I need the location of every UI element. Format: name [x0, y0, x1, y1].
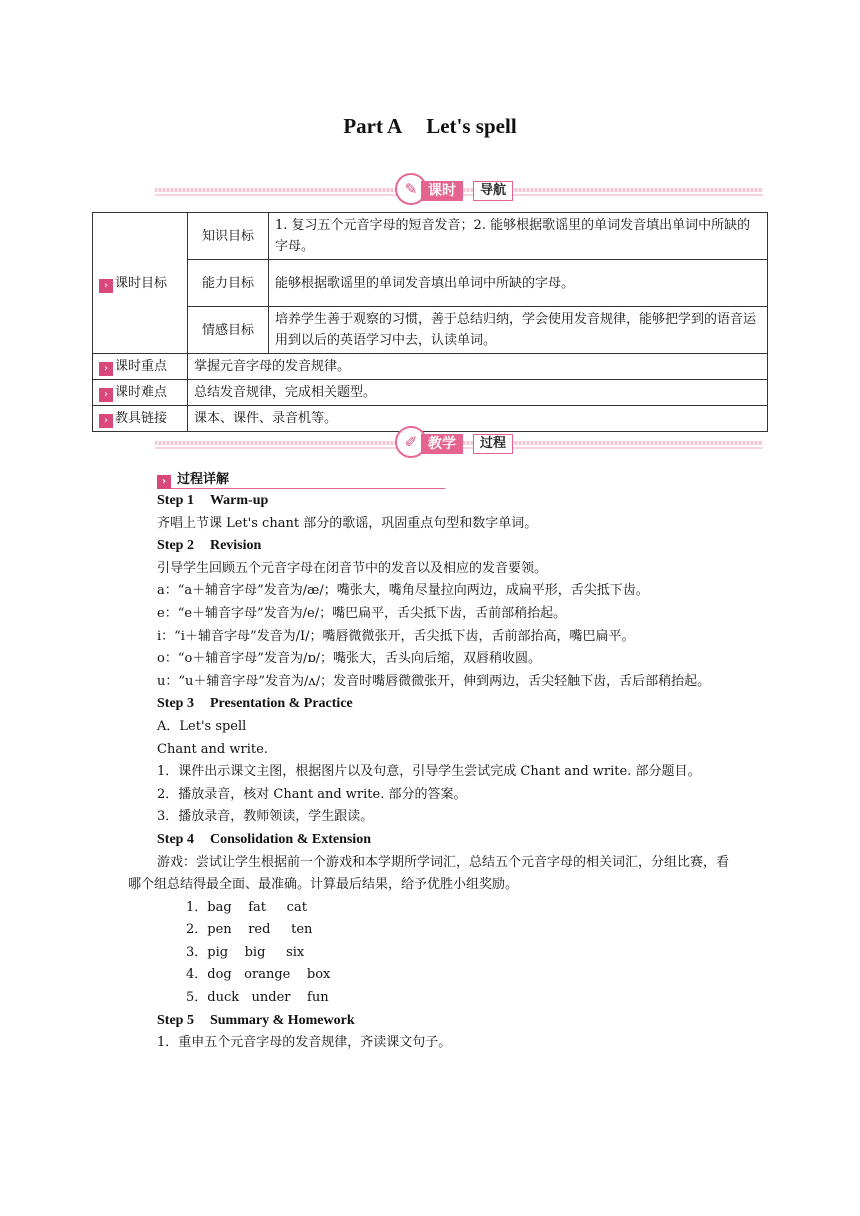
step-heading: Step 4 Consolidation & Extension [157, 831, 371, 847]
word-list: 4．dog orange box [186, 967, 331, 983]
step-heading: Step 1 Warm-up [157, 493, 269, 508]
banner-pink-label: 教学 [421, 434, 463, 454]
list-item: 1．课件出示课文主图，根据图片以及句意，引导学生尝试完成 Chant and write. 部分题目。 [157, 764, 701, 780]
arrow-icon: › [99, 279, 113, 293]
step-heading: Step 3 Presentation & Practice [157, 696, 353, 712]
tools-category-cell [93, 406, 188, 432]
table-row [93, 307, 768, 354]
category-label: 课时重点 [115, 359, 168, 374]
category-label: 课时难点 [115, 385, 168, 400]
vowel-rule: i：“i＋辅音字母”发音为/I/；嘴唇微微张开，舌尖抵下齿，舌前部抬高，嘴巴扁平。 [157, 628, 635, 644]
title-name: Let's spell [426, 114, 517, 138]
paragraph: A．Let's spell [157, 718, 247, 734]
process-banner [155, 432, 763, 458]
arrow-icon: › [157, 475, 171, 489]
process-body [128, 490, 740, 1055]
table-row [93, 260, 768, 307]
table-row [93, 213, 768, 260]
goal-text: 培养学生善于观察的习惯，善于总结归纳，学会使用发音规律，能够把学到的语音运用到以后的英语学习中去，认读单词。 [269, 307, 768, 354]
list-item: 1．重申五个元音字母的发音规律，齐读课文句子。 [157, 1035, 452, 1051]
table-row [93, 380, 768, 406]
key-text: 掌握元音字母的发音规律。 [188, 354, 768, 380]
page-title [0, 114, 860, 139]
title-part: Part A [343, 114, 403, 138]
arrow-icon: › [99, 388, 113, 402]
vowel-rule: o：“o＋辅音字母”发音为/ɒ/；嘴张大，舌头向后缩，双唇稍收圆。 [157, 651, 542, 667]
difficulty-category-cell [93, 380, 188, 406]
arrow-icon: › [99, 414, 113, 428]
category-label: 课时目标 [115, 275, 168, 291]
paragraph: 引导学生回顾五个元音字母在闭音节中的发音以及相应的发音要领。 [157, 560, 548, 576]
step-heading: Step 5 Summary & Homework [157, 1012, 355, 1028]
paragraph: Chant and write. [157, 741, 268, 757]
word-list: 1．bag fat cat [186, 899, 307, 915]
goals-category-cell [93, 213, 188, 354]
banner-white-label: 过程 [473, 434, 513, 454]
key-category-cell [93, 354, 188, 380]
arrow-icon: › [99, 362, 113, 376]
vowel-rule: e：“e＋辅音字母”发音为/e/；嘴巴扁平，舌尖抵下齿，舌前部稍抬起。 [157, 605, 567, 621]
list-item: 3．播放录音，教师领读，学生跟读。 [157, 809, 374, 825]
word-list: 5．duck under fun [186, 990, 329, 1006]
list-item: 2．播放录音，核对 Chant and write. 部分的答案。 [157, 786, 467, 802]
pencil-icon: ✐ [395, 426, 427, 458]
sub-label: 知识目标 [188, 213, 269, 260]
difficulty-text: 总结发音规律，完成相关题型。 [188, 380, 768, 406]
section-heading [157, 468, 445, 489]
step-heading: Step 2 Revision [157, 538, 262, 554]
table-row [93, 406, 768, 432]
sub-label: 情感目标 [188, 307, 269, 354]
vowel-rule: a：“a＋辅音字母”发音为/æ/；嘴张大，嘴角尽量拉向两边，成扁平形，舌尖抵下齿。 [157, 583, 649, 599]
paragraph: 齐唱上节课 Let's chant 部分的歌谣，巩固重点句型和数字单词。 [157, 515, 538, 531]
paragraph: 游戏：尝试让学生根据前一个游戏和本学期所学词汇，总结五个元音字母的相关词汇，分组比赛，看哪个组总结得最全面、最准确。计算最后结果，给予优胜小组奖励。 [128, 854, 730, 893]
word-list: 2．pen red ten [186, 922, 313, 938]
tools-text: 课本、课件、录音机等。 [188, 406, 768, 432]
goal-text: 能够根据歌谣里的单词发音填出单词中所缺的字母。 [269, 260, 768, 307]
banner-white-label: 导航 [473, 181, 513, 201]
vowel-rule: u：“u＋辅音字母”发音为/ʌ/；发音时嘴唇微微张开，伸到两边，舌尖轻触下齿，舌后部稍抬起。 [157, 673, 711, 689]
section-heading-text: 过程详解 [177, 472, 230, 487]
goals-table [92, 212, 768, 432]
word-list: 3．pig big six [186, 944, 305, 960]
category-label: 教具链接 [115, 411, 168, 426]
table-row [93, 354, 768, 380]
pin-icon: ✎ [395, 173, 427, 205]
nav-banner [155, 179, 763, 205]
goal-text: 1. 复习五个元音字母的短音发音；2. 能够根据歌谣里的单词发音填出单词中所缺的字母。 [269, 213, 768, 260]
banner-pink-label: 课时 [421, 181, 463, 201]
sub-label: 能力目标 [188, 260, 269, 307]
